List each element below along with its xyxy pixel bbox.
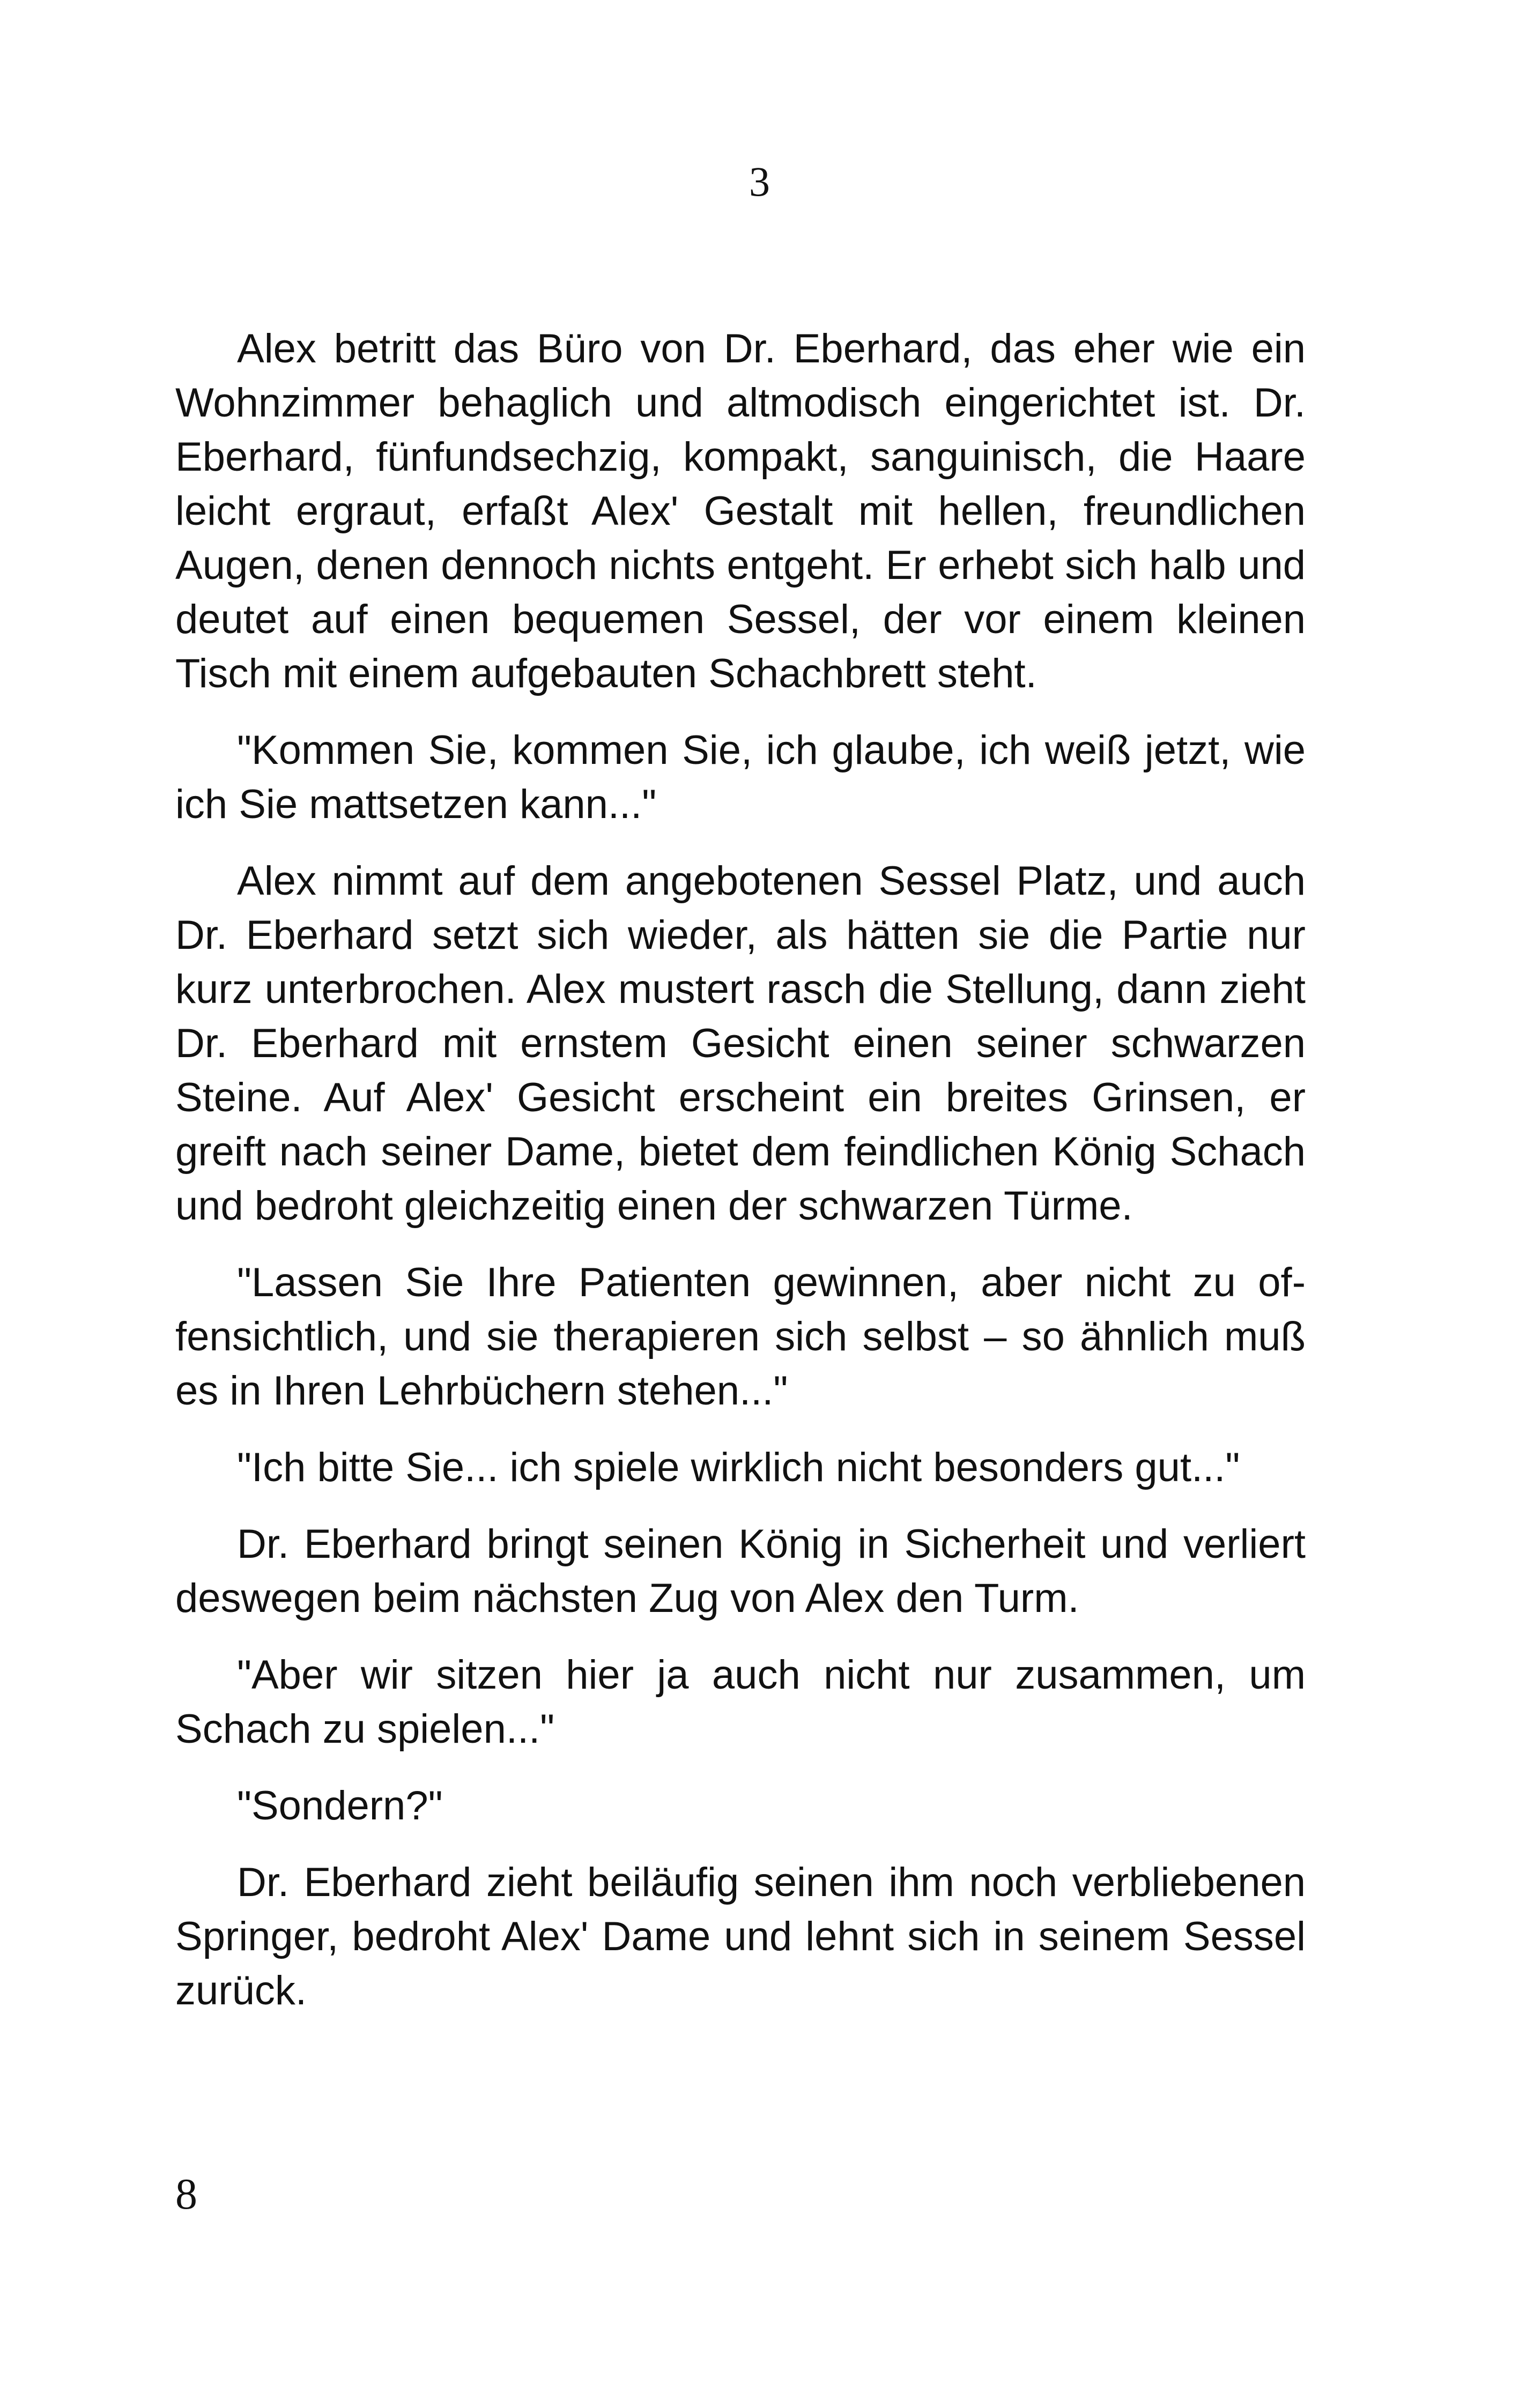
paragraph: "Aber wir sitzen hier ja auch nicht nur zusammen, um Schach zu spielen...": [175, 1652, 1306, 1752]
body-text: [175, 322, 1306, 2040]
chapter-number: 3: [749, 158, 770, 205]
paragraph: Dr. Eberhard bringt seinen König in Sicherheit und verliert deswegen beim nächsten Zug von Alex den Turm.: [175, 1521, 1306, 1621]
paragraph: "Ich bitte Sie... ich spiele wirklich nicht besonders gut...": [237, 1445, 1240, 1490]
paragraph: Alex nimmt auf dem angebotenen Sessel Platz, und auch Dr. Eberhard setzt sich wieder, als hätten sie die Partie nur kurz unterbrochen. Alex mustert rasch die Stellung, dann zieht Dr. Eberhard mit ernstem Gesicht einen seiner schwarzen Steine. Auf Alex' Gesicht erscheint ein breites Grinsen, er greift nach seiner Dame, bietet dem feindlichen König Schach und bedroht gleichzeitig einen der schwarzen Türme.: [175, 858, 1306, 1229]
paragraph: "Kommen Sie, kommen Sie, ich glaube, ich weiß jetzt, wie ich Sie mattsetzen kann...": [175, 727, 1306, 827]
paragraph: "Sondern?": [237, 1783, 443, 1829]
page-number: 8: [175, 2169, 197, 2218]
paragraph: Dr. Eberhard zieht beiläufig seinen ihm noch verbliebenen Springer, bedroht Alex' Dame und lehnt sich in seinem Sessel zurück.: [175, 1860, 1306, 2013]
paragraph: "Lassen Sie Ihre Patienten gewinnen, aber nicht zu offensichtlich, und sie therapieren sich selbst – so ähnlich muß es in Ihren Lehrbüchern stehen...": [175, 1260, 1306, 1414]
paragraph: Alex betritt das Büro von Dr. Eberhard, das eher wie ein Wohnzimmer behaglich und altmodisch eingerichtet ist. Dr. Eberhard, fünfundsechzig, kompakt, sanguinisch, die Haare leicht ergraut, erfaßt Alex' Gestalt mit hellen, freundlichen Augen, denen dennoch nichts entgeht. Er erhebt sich halb und deutet auf einen bequemen Sessel, der vor einem kleinen Tisch mit einem aufgebauten Schachbrett steht.: [175, 326, 1306, 696]
